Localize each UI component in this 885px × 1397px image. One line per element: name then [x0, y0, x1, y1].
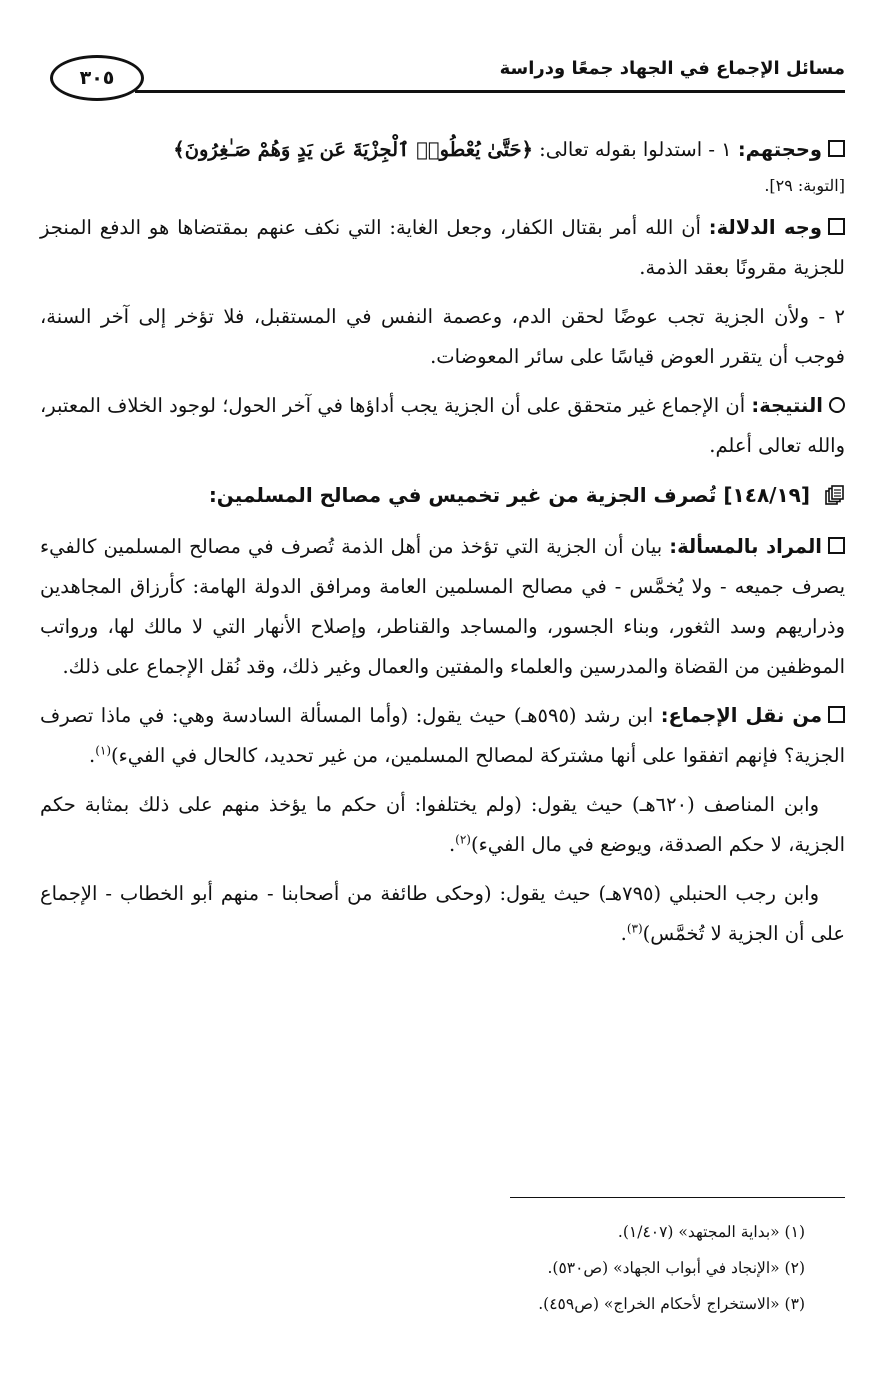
paragraph-text: بيان أن الجزية التي تؤخذ من أهل الذمة تُصرف في مصالح المسلمين كالفيء يصرف جميعه - ولا يُخمَّس - في مصالح المسلمين العامة ومرافق الدولة الهامة: كأرزاق المجاهدين وذراريهم وسد الثغور، وبناء الجسور، والمساجد والقناطر، وإصلاح الأنهار التي لا مالك لها، ورواتب الموظفين من القضاة والمدرسين والعلماء والمفتين والعمال وغير ذلك، وقد نُقل الإجماع على ذلك. — [40, 535, 845, 678]
paragraph-lead: وحجتهم: — [737, 138, 822, 161]
footnotes — [40, 1214, 805, 1322]
verse-reference: [التوبة: ٢٩]. — [764, 176, 845, 195]
paragraph-lead: النتيجة: — [751, 394, 823, 417]
paragraph-result — [40, 386, 845, 466]
circle-bullet-icon — [829, 397, 845, 413]
footnote-3: (٣) «الاستخراج لأحكام الخراج» (ص٤٥٩). — [538, 1295, 805, 1313]
square-bullet-icon — [828, 537, 845, 554]
paragraph-indication — [40, 208, 845, 288]
paragraph-evidence — [40, 130, 845, 170]
main-text — [40, 130, 845, 963]
paragraph-text: وابن رجب الحنبلي (٧٩٥هـ) حيث يقول: (وحكى طائفة من أصحابنا - منهم أبو الخطاب - الإجماع على أن الجزية لا تُخمَّس) — [40, 882, 845, 945]
quran-verse: ﴿حَتَّىٰ يُعْطُوا۟ ٱلْجِزْيَةَ عَن يَدٍ وَهُمْ صَـٰغِرُونَ﴾ — [173, 138, 533, 161]
paragraph-ibn-rajab: وابن رجب الحنبلي (٧٩٥هـ) حيث يقول: (وحكى طائفة من أصحابنا - منهم أبو الخطاب - الإجماع على أن الجزية لا تُخمَّس)$^{(٣)}$. — [40, 882, 845, 945]
paragraph-ibn-almunasif: وابن المناصف (٦٢٠هـ) حيث يقول: (ولم يختلفوا: أن حكم ما يؤخذ منهم على ذلك بمثابة حكم الجزية، لا حكم الصدقة، ويوضع في مال الفيء)$^{(٢)}$. — [40, 793, 845, 856]
paragraph-lead: المراد بالمسألة: — [669, 535, 822, 558]
paragraph-second-argument: ٢ - ولأن الجزية تجب عوضًا لحقن الدم، وعصمة النفس في المستقبل، فلا تؤخر إلى آخر السنة، فوجب أن يتقرر العوض قياسًا على سائر المعوضات. — [40, 305, 845, 368]
paragraph-text: وابن المناصف (٦٢٠هـ) حيث يقول: (ولم يختلفوا: أن حكم ما يؤخذ منهم على ذلك بمثابة حكم الجزية، لا حكم الصدقة، ويوضع في مال الفيء) — [40, 793, 845, 856]
square-bullet-icon — [828, 218, 845, 235]
footnote-marker: (٣) — [626, 921, 643, 936]
paragraph-consensus-transmitters: من نقل الإجماع: ابن رشد (٥٩٥هـ) حيث يقول: (وأما المسألة السادسة وهي: في ماذا تصرف الجزية؟ فإنهم اتفقوا على أنها مشتركة لمصالح المسلمين، من غير تحديد، كالحال في الفيء)$^{(١)}$. — [40, 704, 845, 767]
paragraph-lead: وجه الدلالة: — [708, 216, 822, 239]
paragraph-text: أن الإجماع غير متحقق على أن الجزية يجب أداؤها في آخر الحول؛ لوجود الخلاف المعتبر، والله تعالى أعلم. — [40, 394, 845, 457]
paragraph-text: ابن رشد (٥٩٥هـ) حيث يقول: (وأما المسألة السادسة وهي: في ماذا تصرف الجزية؟ فإنهم اتفقوا على أنها مشتركة لمصالح المسلمين، من غير تحديد، كالحال في الفيء) — [40, 704, 845, 767]
footnote-1: (١) «بداية المجتهد» (١/٤٠٧). — [617, 1223, 805, 1241]
page-number: ٣٠٥ — [50, 55, 144, 101]
paragraph-text: ١ - استدلوا بقوله تعالى: — [539, 138, 732, 161]
paragraph-meaning — [40, 527, 845, 687]
section-heading — [40, 475, 845, 515]
heading-text: تُصرف الجزية من غير تخميس في مصالح المسلمين: — [208, 483, 717, 507]
header-rule — [135, 90, 845, 93]
paragraph-lead: من نقل الإجماع: — [660, 704, 823, 727]
square-bullet-icon — [828, 140, 845, 157]
square-bullet-icon — [828, 706, 845, 723]
footnote-marker: (١) — [95, 743, 112, 758]
footnote-rule — [510, 1197, 845, 1198]
running-header — [40, 50, 845, 110]
documents-stack-icon — [825, 485, 845, 505]
footnote-2: (٢) «الإنجاد في أبواب الجهاد» (ص٥٣٠). — [547, 1259, 805, 1277]
paragraph-text: أن الله أمر بقتال الكفار، وجعل الغاية: التي نكف عنهم بمقتضاها هو الدفع المنجز للجزية مقرونًا بعقد الذمة. — [40, 216, 845, 279]
heading-number: [١٤٨/١٩] — [723, 483, 811, 507]
footnote-marker: (٢) — [455, 832, 471, 847]
header-title: مسائل الإجماع في الجهاد جمعًا ودراسة — [499, 58, 845, 79]
